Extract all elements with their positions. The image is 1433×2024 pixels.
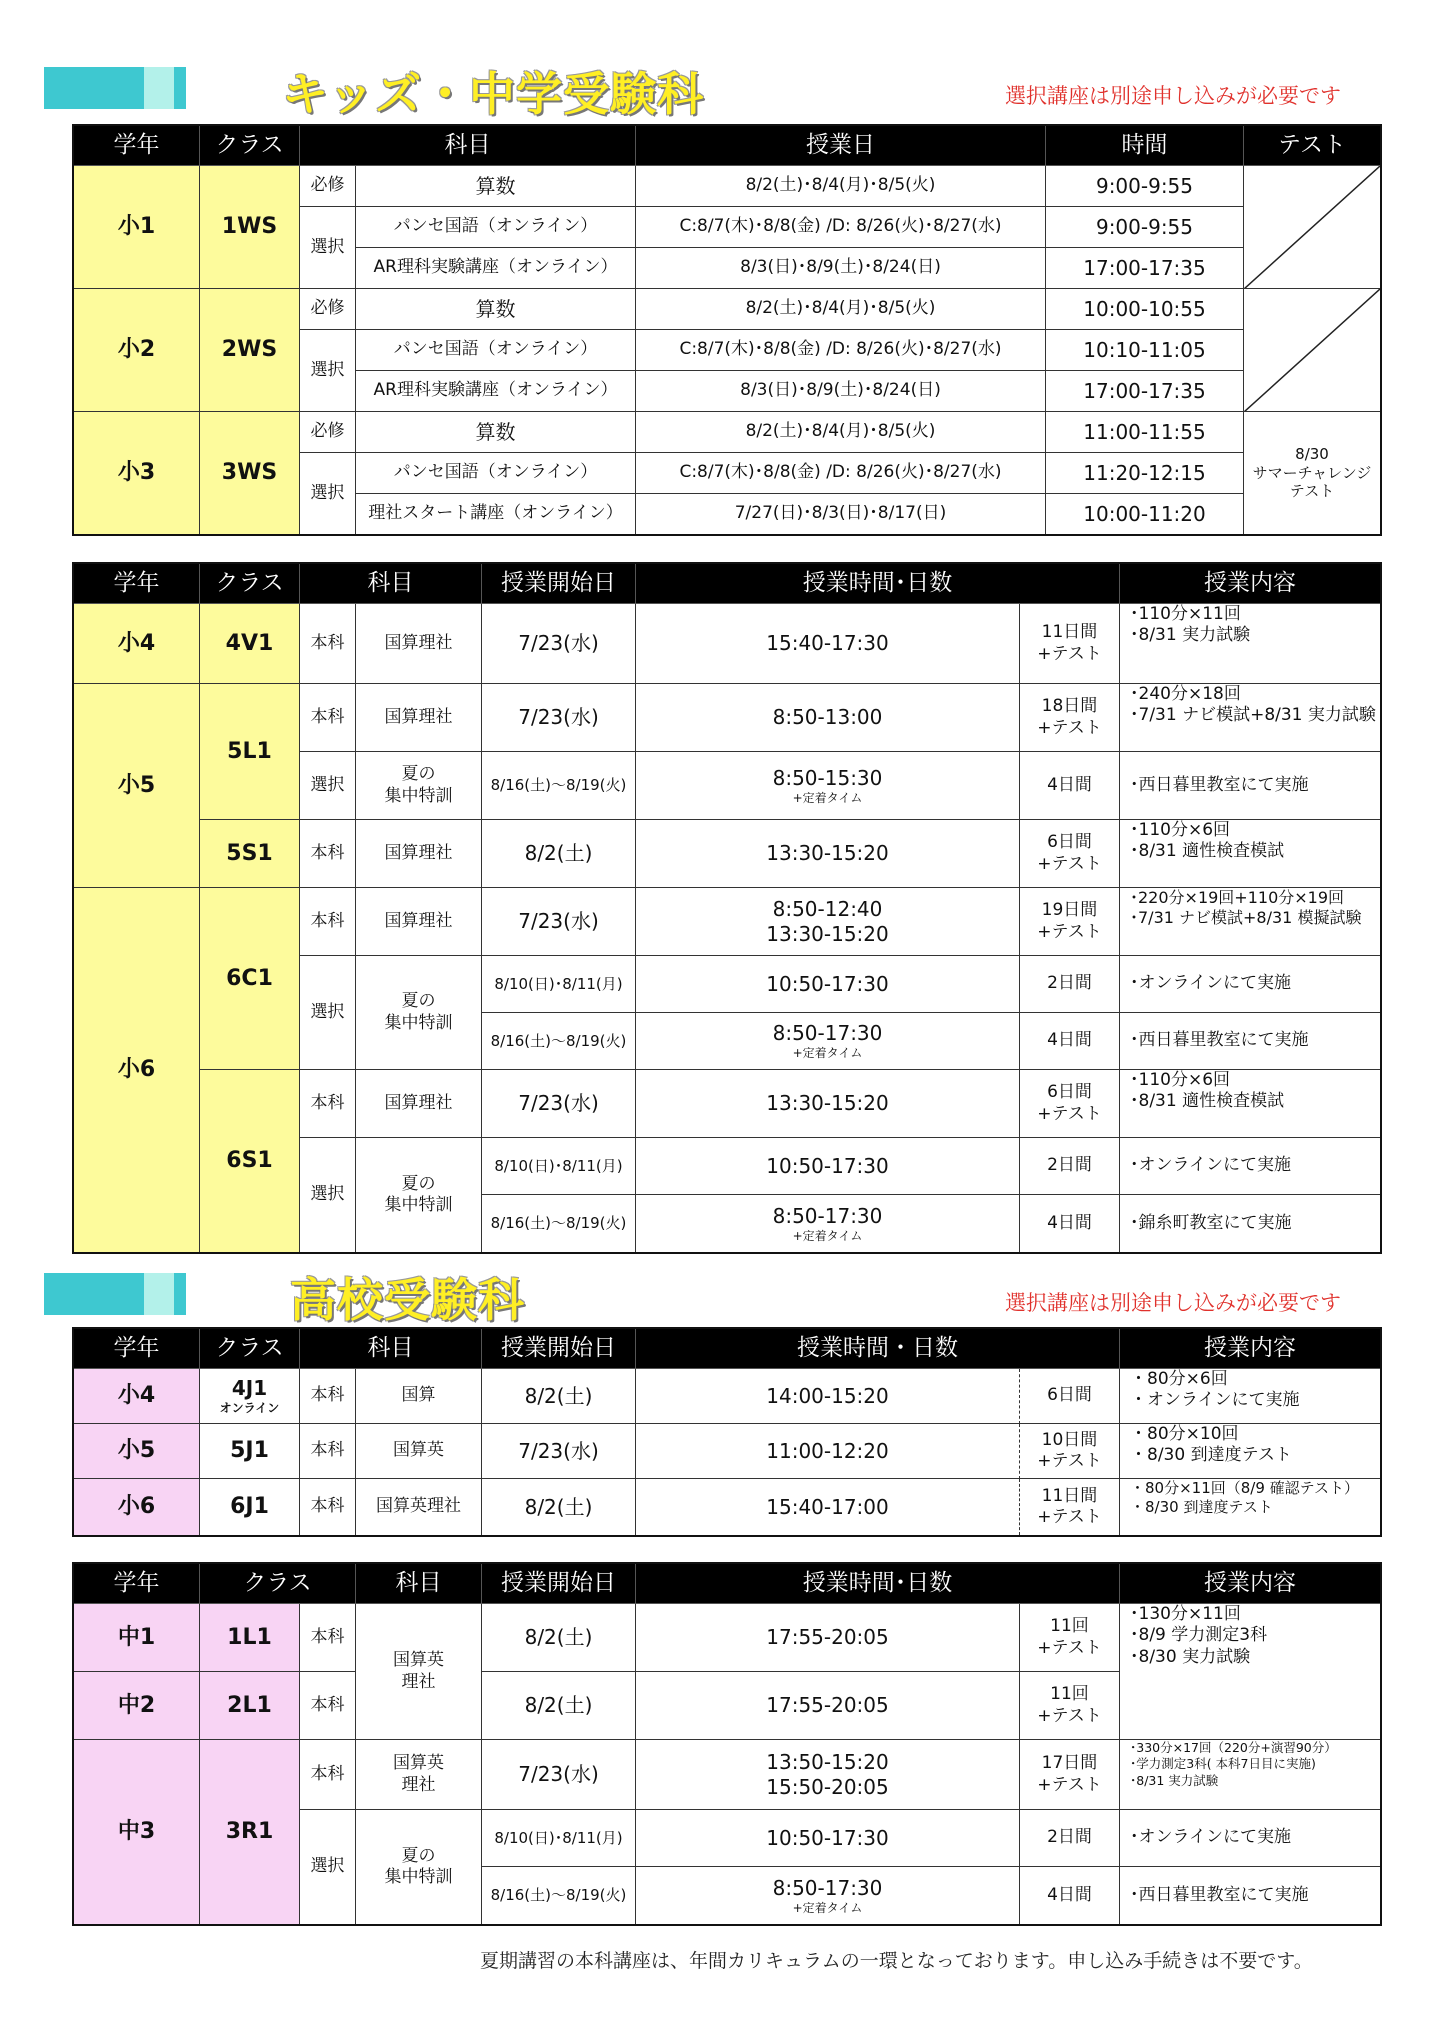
start-cell: 8/2(土) [482, 1604, 636, 1672]
content-line: ･7/31 ナビ模試+8/31 実力試験 [1130, 705, 1376, 726]
content-line: ･8/31 適性検査模試 [1130, 1091, 1285, 1112]
subject-cell [356, 956, 482, 1070]
time-cell [636, 1195, 1020, 1252]
days-cell [1020, 1479, 1120, 1535]
days: 11日間 [1041, 622, 1098, 643]
time-cell: 17:00-17:35 [1046, 248, 1244, 289]
dates-cell: C:8/7(木)･8/8(金) /D: 8/26(火)･8/27(水) [636, 453, 1046, 494]
days-cell: 4日間 [1020, 1195, 1120, 1252]
grade-cell: 小6 [74, 1479, 200, 1535]
header-grade: 学年 [74, 1564, 200, 1604]
schedule-table-highschool-elementary [72, 1327, 1382, 1537]
time-cell: 10:00-10:55 [1046, 289, 1244, 330]
class-cell: 6S1 [200, 1070, 300, 1252]
subject-cell: 国算英 [356, 1424, 482, 1479]
dates-cell: C:8/7(木)･8/8(金) /D: 8/26(火)･8/27(水) [636, 330, 1046, 371]
subject-line: 理社 [401, 1671, 436, 1692]
header-class: クラス [200, 564, 300, 604]
days: 10日間 [1041, 1429, 1098, 1450]
days-cell [1020, 684, 1120, 752]
days-test: +テスト [1037, 1103, 1102, 1124]
summer-line1: 夏の [401, 991, 436, 1012]
time-cell [636, 1867, 1020, 1924]
grade-cell: 小4 [74, 604, 200, 684]
content-line: ･8/30 実力試験 [1130, 1646, 1251, 1667]
summer-line1: 夏の [401, 764, 436, 785]
section-title-kids: キッズ・中学受験科 [282, 67, 705, 121]
dates-cell: 8/2(土)･8/4(月)･8/5(火) [636, 289, 1046, 330]
honka-label: 本科 [300, 1740, 356, 1810]
test-name: サマーチャレンジ [1252, 463, 1372, 482]
class-cell [200, 1369, 300, 1424]
schedule-table-juken [72, 562, 1382, 1254]
subject-cell: パンセ国語（オンライン） [356, 330, 636, 371]
section-decoration-bar [44, 67, 188, 109]
subject-cell: 国算 [356, 1369, 482, 1424]
subject-cell: パンセ国語（オンライン） [356, 453, 636, 494]
content-line: ･330分×17回（220分+演習90分） [1130, 1740, 1337, 1755]
days-cell: 2日間 [1020, 1810, 1120, 1867]
time-line: 13:30-15:20 [766, 921, 889, 946]
honka-label: 本科 [300, 820, 356, 888]
time-cell: 14:00-15:20 [636, 1369, 1020, 1424]
content-line: ・オンラインにて実施 [1130, 1390, 1300, 1411]
footnote: 夏期講習の本科講座は、年間カリキュラムの一環となっております。申し込み手続きは不要です。 [480, 1950, 1313, 1972]
subject-cell: 国算理社 [356, 1070, 482, 1138]
days-cell: 4日間 [1020, 1013, 1120, 1070]
days-cell: 2日間 [1020, 956, 1120, 1013]
time-cell: 17:00-17:35 [1046, 371, 1244, 412]
class-cell: 2L1 [200, 1672, 300, 1740]
time-cell [636, 888, 1020, 956]
dates-cell: 7/27(日)･8/3(日)･8/17(日) [636, 494, 1046, 534]
grade-cell: 小3 [74, 412, 200, 534]
header-content: 授業内容 [1120, 564, 1380, 604]
select-label: 選択 [300, 1810, 356, 1924]
content-cell [1120, 604, 1380, 684]
subject-cell: 理社スタート講座（オンライン） [356, 494, 636, 534]
start-cell: 8/16(土)～8/19(火) [482, 1195, 636, 1252]
content-line: ･240分×18回 [1130, 684, 1241, 704]
grade-cell: 中3 [74, 1740, 200, 1924]
grade-cell: 小5 [74, 684, 200, 888]
subject-cell: 国算理社 [356, 820, 482, 888]
time-cell: 13:30-15:20 [636, 1070, 1020, 1138]
days-cell [1020, 1740, 1120, 1810]
time-cell: 11:00-12:20 [636, 1424, 1020, 1479]
time-cell [636, 1740, 1020, 1810]
header-content: 授業内容 [1120, 1329, 1380, 1369]
select-label: 選択 [300, 453, 356, 534]
test-date: 8/30 [1295, 444, 1329, 463]
summer-line2: 集中特訓 [384, 1867, 453, 1887]
honka-label: 本科 [300, 1424, 356, 1479]
days-test: +テスト [1037, 717, 1102, 738]
honka-label: 本科 [300, 1672, 356, 1740]
class-cell: 6J1 [200, 1479, 300, 1535]
days: 11回 [1050, 1684, 1089, 1705]
header-subject: 科目 [356, 1564, 482, 1604]
days-test: +テスト [1037, 921, 1102, 942]
test-empty-cell [1244, 166, 1380, 289]
content-cell [1120, 1070, 1380, 1138]
header-subject: 科目 [300, 1329, 482, 1369]
grade-cell: 小1 [74, 166, 200, 289]
dates-cell: 8/3(日)･8/9(土)･8/24(日) [636, 371, 1046, 412]
start-cell: 8/2(土) [482, 1369, 636, 1424]
days-cell [1020, 888, 1120, 956]
grade-cell: 小4 [74, 1369, 200, 1424]
teichaku-note: +定着タイム [792, 1228, 863, 1243]
days-test: +テスト [1037, 1451, 1102, 1471]
honka-label: 本科 [300, 1604, 356, 1672]
content-cell [1120, 1369, 1380, 1424]
content-cell: ･オンラインにて実施 [1120, 1138, 1380, 1195]
header-content: 授業内容 [1120, 1564, 1380, 1604]
must-label: 必修 [300, 289, 356, 330]
content-line: ･8/31 適性検査模試 [1130, 841, 1285, 862]
start-cell: 8/2(土) [482, 1672, 636, 1740]
start-cell: 8/16(土)～8/19(火) [482, 1867, 636, 1924]
subject-cell: 算数 [356, 289, 636, 330]
header-subject: 科目 [300, 564, 482, 604]
schedule-table-kids [72, 124, 1382, 536]
class-cell: 1WS [200, 166, 300, 289]
diagonal-line [1244, 289, 1380, 412]
content-cell: ･オンラインにて実施 [1120, 956, 1380, 1013]
content-cell [1120, 1424, 1380, 1479]
days-test: +テスト [1037, 1507, 1102, 1527]
teichaku-note: +定着タイム [792, 1900, 863, 1915]
subject-line: 国算英 [393, 1650, 444, 1671]
summer-line1: 夏の [401, 1173, 436, 1194]
time: 8:50-15:30 [772, 765, 883, 790]
time-cell: 10:50-17:30 [636, 1138, 1020, 1195]
time-cell: 10:00-11:20 [1046, 494, 1244, 534]
start-cell: 7/23(水) [482, 1424, 636, 1479]
time: 8:50-17:30 [772, 1875, 883, 1900]
content-line: ・80分×10回 [1130, 1424, 1239, 1444]
days: 11日間 [1041, 1485, 1098, 1506]
diagonal-line [1244, 166, 1380, 289]
select-label: 選択 [300, 752, 356, 820]
time-cell [636, 1013, 1020, 1070]
start-cell: 8/2(土) [482, 1479, 636, 1535]
header-time: 時間 [1046, 126, 1244, 166]
subject-cell: 国算英理社 [356, 1479, 482, 1535]
subject-cell: 国算理社 [356, 684, 482, 752]
time-cell: 11:00-11:55 [1046, 412, 1244, 453]
class-cell: 3R1 [200, 1740, 300, 1924]
time-cell: 17:55-20:05 [636, 1604, 1020, 1672]
class-cell: 5J1 [200, 1424, 300, 1479]
class-cell: 1L1 [200, 1604, 300, 1672]
subject-cell: パンセ国語（オンライン） [356, 207, 636, 248]
section-note-highschool: 選択講座は別途申し込みが必要です [1005, 1291, 1341, 1315]
time-cell: 10:50-17:30 [636, 1810, 1020, 1867]
days: 6日間 [1047, 832, 1092, 853]
content-line: ･130分×11回 [1130, 1604, 1241, 1624]
content-cell [1120, 1740, 1380, 1810]
content-line: ・8/30 到達度テスト [1130, 1445, 1292, 1466]
subject-cell [356, 1740, 482, 1810]
start-cell: 7/23(水) [482, 604, 636, 684]
honka-label: 本科 [300, 684, 356, 752]
start-cell: 8/10(日)･8/11(月) [482, 956, 636, 1013]
content-line: ･7/31 ナビ模試+8/31 模擬試験 [1130, 908, 1362, 927]
subject-cell: 算数 [356, 412, 636, 453]
header-dates: 授業日 [636, 126, 1046, 166]
days: 11回 [1050, 1616, 1089, 1637]
days-cell: 4日間 [1020, 752, 1120, 820]
content-line: ･110分×6回 [1130, 820, 1231, 840]
start-cell: 8/2(土) [482, 820, 636, 888]
subject-cell [356, 1604, 482, 1740]
grade-cell: 小5 [74, 1424, 200, 1479]
select-label: 選択 [300, 207, 356, 289]
class-cell: 3WS [200, 412, 300, 534]
days-cell [1020, 1424, 1120, 1479]
class-cell: 5S1 [200, 820, 300, 888]
grade-cell: 小2 [74, 289, 200, 412]
content-cell: ･西日暮里教室にて実施 [1130, 1884, 1309, 1905]
time-cell: 17:55-20:05 [636, 1672, 1020, 1740]
grade-cell: 小6 [74, 888, 200, 1252]
start-cell: 7/23(水) [482, 684, 636, 752]
content-line: ･8/31 実力試験 [1130, 625, 1251, 646]
time-cell: 13:30-15:20 [636, 820, 1020, 888]
days-test: +テスト [1037, 1637, 1102, 1658]
content-cell: ･西日暮里教室にて実施 [1120, 752, 1380, 820]
days-cell [1020, 1604, 1120, 1672]
days-cell: 6日間 [1020, 1369, 1120, 1424]
time: 8:50-17:30 [772, 1021, 883, 1045]
summer-line2: 集中特訓 [384, 1195, 453, 1215]
start-cell: 8/10(日)･8/11(月) [482, 1138, 636, 1195]
header-class: クラス [200, 126, 300, 166]
teichaku-note: +定着タイム [792, 790, 863, 805]
days-cell [1020, 1070, 1120, 1138]
teichaku-note: +定着タイム [792, 1046, 863, 1060]
days: 17日間 [1041, 1753, 1098, 1774]
content-line: ･8/31 実力試験 [1130, 1772, 1219, 1788]
time-line: 8:50-12:40 [772, 896, 883, 921]
select-label: 選択 [300, 330, 356, 412]
days-cell [1020, 604, 1120, 684]
grade-cell: 中2 [74, 1672, 200, 1740]
grade-cell: 中1 [74, 1604, 200, 1672]
subject-cell: AR理科実験講座（オンライン） [356, 248, 636, 289]
days-cell [1020, 820, 1120, 888]
time: 8:50-17:30 [772, 1203, 883, 1228]
days-cell [1020, 1672, 1120, 1740]
content-line: ･110分×6回 [1130, 1070, 1231, 1090]
header-class: クラス [200, 1564, 356, 1604]
days-test: +テスト [1037, 853, 1102, 874]
online-label: オンライン [219, 1401, 280, 1415]
header-grade: 学年 [74, 564, 200, 604]
days: 18日間 [1041, 696, 1098, 717]
start-cell: 8/16(土)～8/19(火) [482, 752, 636, 820]
subject-line: 国算英 [393, 1753, 444, 1774]
header-time-days: 授業時間･日数 [636, 564, 1120, 604]
time-cell: 9:00-9:55 [1046, 207, 1244, 248]
header-time-days: 授業時間･日数 [636, 1564, 1120, 1604]
days-cell: 4日間 [1020, 1867, 1120, 1924]
dates-cell: 8/3(日)･8/9(土)･8/24(日) [636, 248, 1046, 289]
honka-label: 本科 [300, 1070, 356, 1138]
content-cell [1120, 820, 1380, 888]
dates-cell: C:8/7(木)･8/8(金) /D: 8/26(火)･8/27(水) [636, 207, 1046, 248]
honka-label: 本科 [300, 888, 356, 956]
header-start: 授業開始日 [482, 1564, 636, 1604]
dates-cell: 8/2(土)･8/4(月)･8/5(火) [636, 166, 1046, 207]
must-label: 必修 [300, 412, 356, 453]
select-label: 選択 [300, 1138, 356, 1252]
days-test: +テスト [1037, 1774, 1102, 1795]
dates-cell: 8/2(土)･8/4(月)･8/5(火) [636, 412, 1046, 453]
content-cell [1120, 1479, 1380, 1535]
time-cell: 9:00-9:55 [1046, 166, 1244, 207]
content-cell: ･西日暮里教室にて実施 [1120, 1013, 1380, 1070]
time-cell: 10:10-11:05 [1046, 330, 1244, 371]
content-cell [1120, 888, 1380, 956]
days-cell: 2日間 [1020, 1138, 1120, 1195]
honka-label: 本科 [300, 1479, 356, 1535]
start-cell: 7/23(水) [482, 1740, 636, 1810]
content-line: ･220分×19回+110分×19回 [1130, 888, 1345, 907]
class-cell: 2WS [200, 289, 300, 412]
days-test: +テスト [1037, 643, 1102, 664]
days-test: +テスト [1037, 1705, 1102, 1726]
content-line: ･8/9 学力測定3科 [1130, 1625, 1268, 1646]
content-line: ・80分×11回（8/9 確認テスト） [1130, 1479, 1360, 1497]
content-line: ・80分×6回 [1130, 1369, 1228, 1389]
header-grade: 学年 [74, 1329, 200, 1369]
subject-cell [356, 1810, 482, 1924]
time-cell: 11:20-12:15 [1046, 453, 1244, 494]
test-label: テスト [1289, 482, 1335, 501]
subject-cell: AR理科実験講座（オンライン） [356, 371, 636, 412]
subject-line: 理社 [401, 1774, 436, 1795]
start-cell: 8/10(日)･8/11(月) [482, 1810, 636, 1867]
header-class: クラス [200, 1329, 300, 1369]
subject-cell: 国算理社 [356, 604, 482, 684]
subject-cell [356, 752, 482, 820]
test-empty-cell [1244, 289, 1380, 412]
content-cell: ･オンラインにて実施 [1120, 1810, 1380, 1867]
header-test: テスト [1244, 126, 1380, 166]
time-cell [636, 752, 1020, 820]
header-start: 授業開始日 [482, 1329, 636, 1369]
honka-label: 本科 [300, 1369, 356, 1424]
time-cell: 10:50-17:30 [636, 956, 1020, 1013]
must-label: 必修 [300, 166, 356, 207]
header-grade: 学年 [74, 126, 200, 166]
summer-line2: 集中特訓 [384, 1012, 453, 1033]
subject-cell [356, 1138, 482, 1252]
time-cell: 8:50-13:00 [636, 684, 1020, 752]
section-title-highschool: 高校受験科 [290, 1273, 525, 1327]
time-line: 13:50-15:20 [766, 1749, 889, 1774]
class-cell: 5L1 [200, 684, 300, 820]
section-decoration-bar [44, 1273, 188, 1315]
time-cell: 15:40-17:00 [636, 1479, 1020, 1535]
content-line: ･学力測定3科( 本科7日目に実施) [1130, 1756, 1316, 1772]
section-note-kids: 選択講座は別途申し込みが必要です [1005, 84, 1341, 108]
class-cell: 6C1 [200, 888, 300, 1070]
select-label: 選択 [300, 956, 356, 1070]
schedule-table-junior-high [72, 1562, 1382, 1926]
honka-label: 本科 [300, 604, 356, 684]
header-time-days: 授業時間・日数 [636, 1329, 1120, 1369]
header-subject: 科目 [300, 126, 636, 166]
test-cell [1244, 412, 1380, 534]
time-cell: 15:40-17:30 [636, 604, 1020, 684]
header-start: 授業開始日 [482, 564, 636, 604]
start-cell: 7/23(水) [482, 1070, 636, 1138]
content-cell [1120, 1604, 1380, 1740]
class-cell: 4V1 [200, 604, 300, 684]
start-cell: 7/23(水) [482, 888, 636, 956]
summer-line2: 集中特訓 [384, 785, 453, 806]
content-line: ･110分×11回 [1130, 604, 1241, 624]
subject-cell: 国算理社 [356, 888, 482, 956]
class-name: 4J1 [231, 1376, 268, 1400]
content-cell: ･錦糸町教室にて実施 [1130, 1212, 1292, 1233]
time-line: 15:50-20:05 [766, 1774, 889, 1799]
days: 6日間 [1047, 1082, 1092, 1103]
summer-line1: 夏の [401, 1845, 436, 1866]
days: 19日間 [1041, 900, 1098, 921]
content-line: ・8/30 到達度テスト [1130, 1497, 1273, 1516]
content-cell [1120, 684, 1380, 752]
subject-cell: 算数 [356, 166, 636, 207]
start-cell: 8/16(土)～8/19(火) [482, 1013, 636, 1070]
